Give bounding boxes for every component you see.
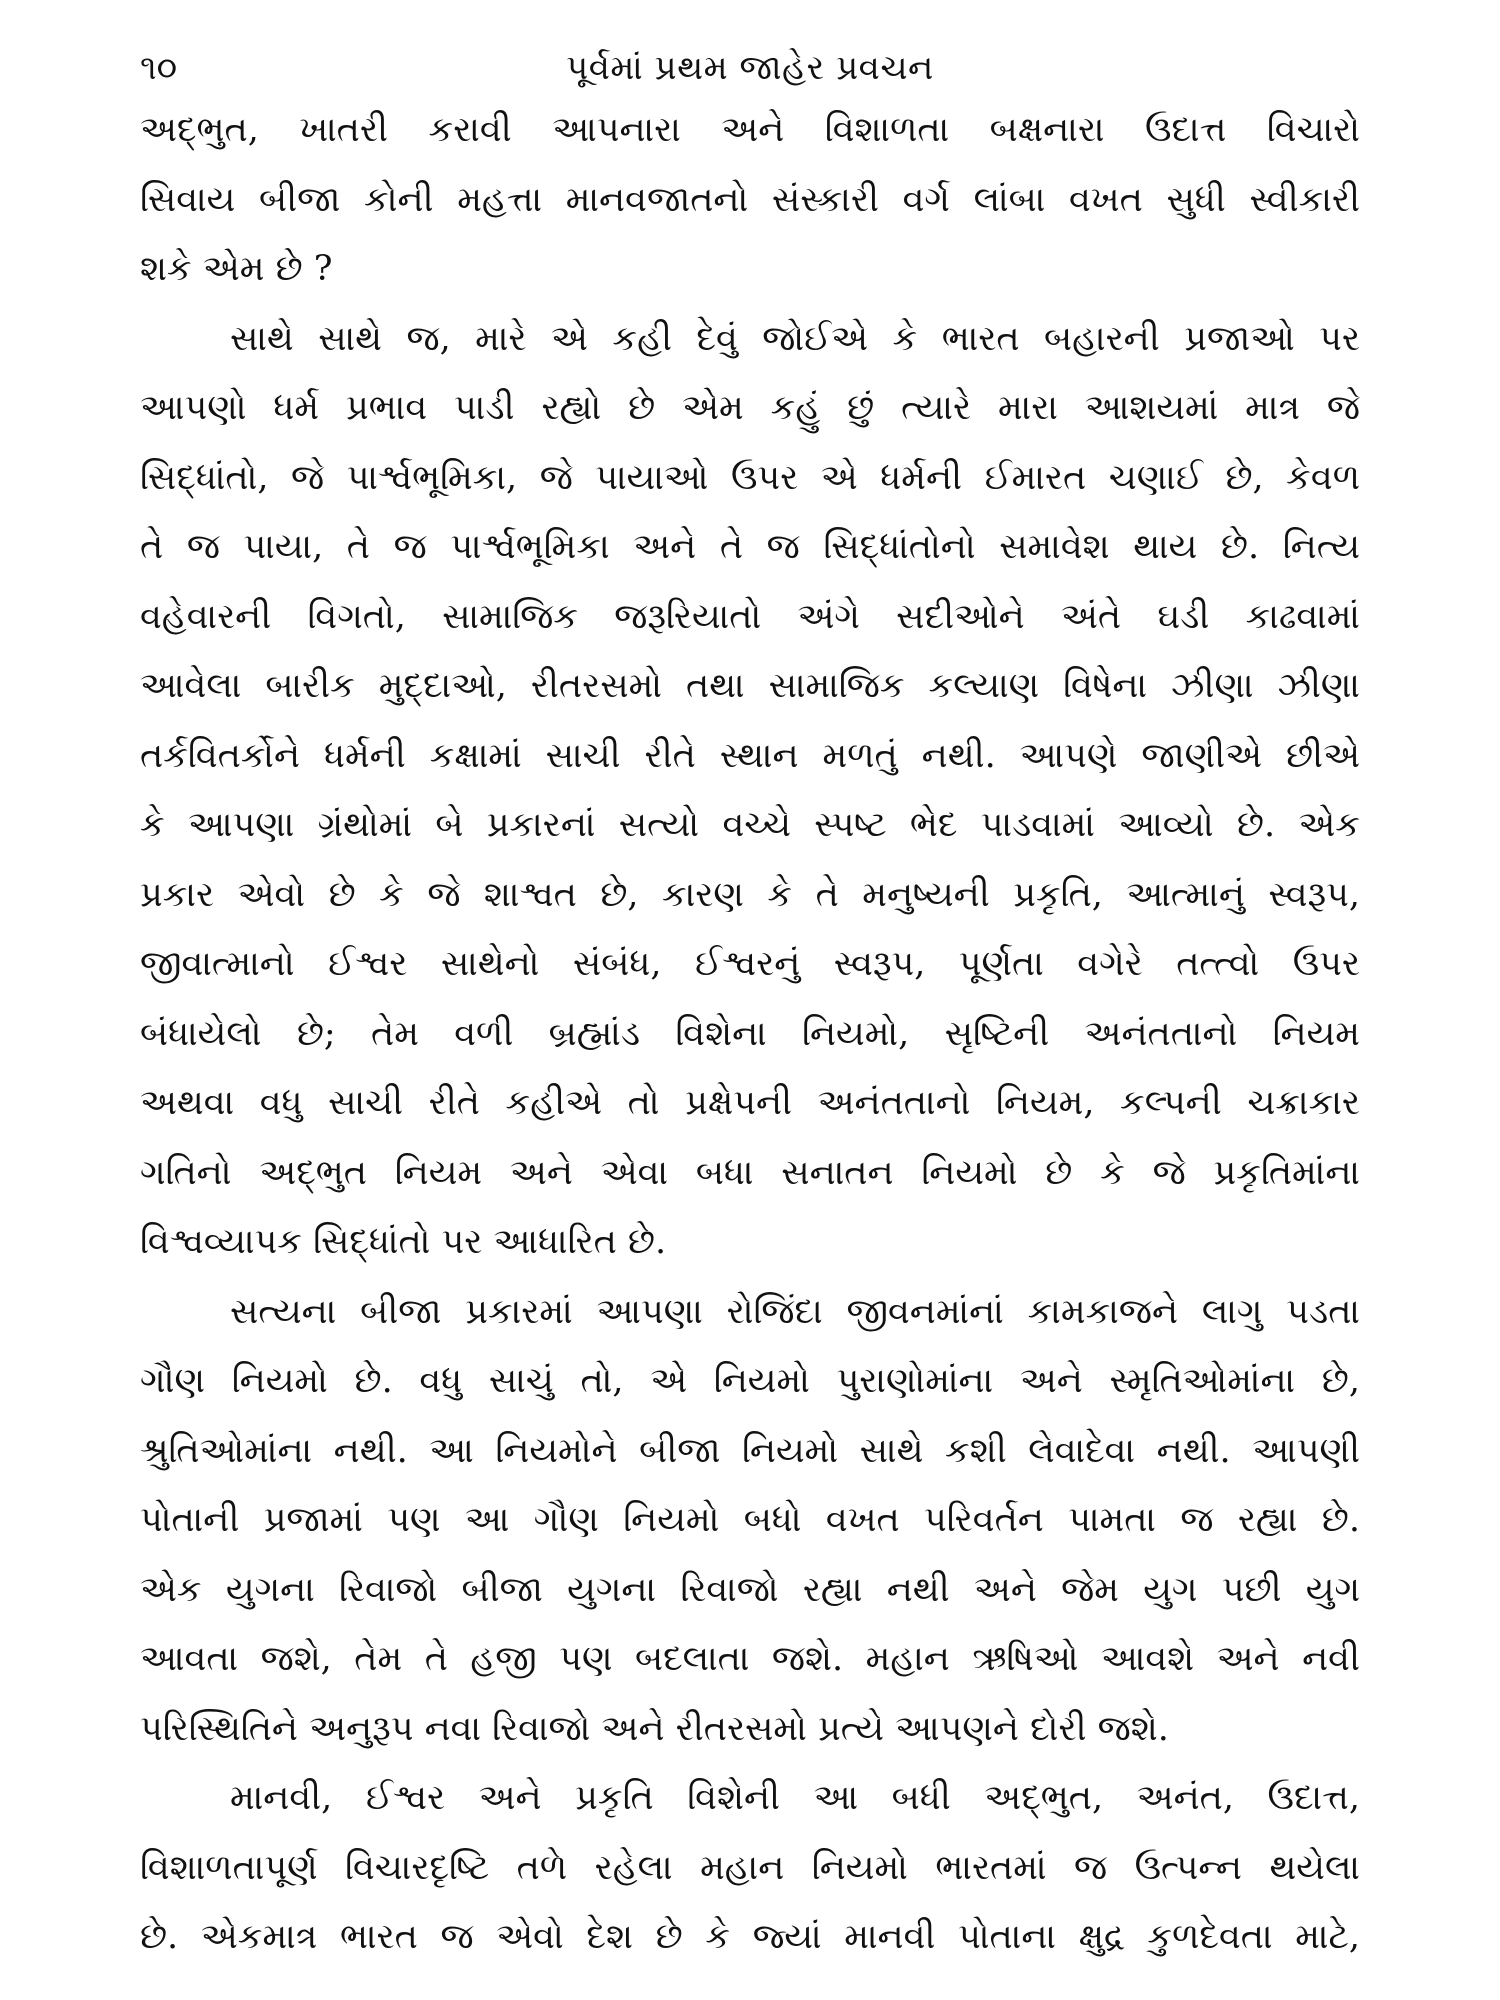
text-line: ગૌણ નિયમો છે. વધુ સાચું તો, એ નિયમો પુરાણોમાંના અને સ્મૃતિઓમાંના છે, (140, 1361, 1360, 1401)
running-title: પૂર્વમાં પ્રથમ જાહેર પ્રવચન (566, 48, 934, 88)
text-line: અદ્ભુત, ખાતરી કરાવી આપનારા અને વિશાળતા બક્ષનારા ઉદાત્ત વિચારો (140, 110, 1360, 150)
text-line: બંધાયેલો છે; તેમ વળી બ્રહ્માંડ વિશેના નિયમો, સૃષ્ટિની અનંતતાનો નિયમ (140, 1013, 1360, 1054)
text-line: શ્રુતિઓમાંના નથી. આ નિયમોને બીજા નિયમો સાથે કશી લેવાદેવા નથી. આપણી (140, 1430, 1360, 1471)
text-line: સિવાય બીજા કોની મહત્તા માનવજાતનો સંસ્કારી વર્ગ લાંબા વખત સુધી સ્વીકારી (140, 179, 1360, 220)
text-line: વહેવારની વિગતો, સામાજિક જરૂરિયાતો અંગે સદીઓને અંતે ઘડી કાઢવામાં (140, 596, 1360, 637)
text-line: પરિસ્થિતિને અનુરૂપ નવા રિવાજો અને રીતરસમો પ્રત્યે આપણને દોરી જશે. (140, 1708, 1169, 1749)
text-line: પોતાની પ્રજામાં પણ આ ગૌણ નિયમો બધો વખત પરિવર્તન પામતા જ રહ્યા છે. (140, 1500, 1360, 1540)
text-line: વિશ્વવ્યાપક સિદ્ધાંતો પર આધારિત છે. (140, 1222, 667, 1262)
page-number: ૧૦ (140, 48, 178, 88)
text-line: આવતા જશે, તેમ તે હજી પણ બદલાતા જશે. મહાન ઋષિઓ આવશે અને નવી (140, 1639, 1360, 1679)
text-line: કે આપણા ગ્રંથોમાં બે પ્રકારનાં સત્યો વચ્ચે સ્પષ્ટ ભેદ પાડવામાં આવ્યો છે. એક (140, 805, 1360, 845)
running-header (140, 38, 1360, 98)
paragraph-first-line: સત્યના બીજા પ્રકારમાં આપણા રોજિંદા જીવનમાંનાં કામકાજને લાગુ પડતા (230, 1291, 1360, 1332)
text-line: સિદ્ધાંતો, જે પાર્શ્વભૂમિકા, જે પાયાઓ ઉપર એ ધર્મની ઈમારત ચણાઈ છે, કેવળ (140, 457, 1360, 498)
text-line: આવેલા બારીક મુદ્દાઓ, રીતરસમો તથા સામાજિક કલ્યાણ વિષેના ઝીણા ઝીણા (140, 666, 1360, 706)
paragraph-first-line: માનવી, ઈશ્વર અને પ્રકૃતિ વિશેની આ બધી અદ્ભુત, અનંત, ઉદાત્ત, (230, 1778, 1360, 1818)
text-line: જીવાત્માનો ઈશ્વર સાથેનો સંબંધ, ઈશ્વરનું સ્વરૂપ, પૂર્ણતા વગેરે તત્ત્વો ઉપર (140, 944, 1360, 984)
text-line: શકે એમ છે ? (140, 249, 333, 289)
body-text (140, 96, 1360, 1973)
text-line: અથવા વધુ સાચી રીતે કહીએ તો પ્રક્ષેપની અનંતતાનો નિયમ, કલ્પની ચક્રાકાર (140, 1083, 1360, 1123)
text-line: તર્કવિતર્કોને ધર્મની કક્ષામાં સાચી રીતે સ્થાન મળતું નથી. આપણે જાણીએ છીએ (140, 735, 1360, 776)
text-line: ગતિનો અદ્ભુત નિયમ અને એવા બધા સનાતન નિયમો છે કે જે પ્રકૃતિમાંના (140, 1152, 1360, 1193)
text-line: આપણો ધર્મ પ્રભાવ પાડી રહ્યો છે એમ કહું છું ત્યારે મારા આશયમાં માત્ર જે (140, 388, 1360, 428)
text-line: તે જ પાયા, તે જ પાર્શ્વભૂમિકા અને તે જ સિદ્ધાંતોનો સમાવેશ થાય છે. નિત્ય (140, 527, 1360, 567)
paragraph-first-line: સાથે સાથે જ, મારે એ કહી દેવું જોઈએ કે ભારત બહારની પ્રજાઓ પર (230, 318, 1360, 359)
text-line: એક યુગના રિવાજો બીજા યુગના રિવાજો રહ્યા નથી અને જેમ યુગ પછી યુગ (140, 1569, 1360, 1610)
text-line: પ્રકાર એવો છે કે જે શાશ્વત છે, કારણ કે તે મનુષ્યની પ્રકૃતિ, આત્માનું સ્વરૂપ, (140, 874, 1360, 915)
text-line: છે. એકમાત્ર ભારત જ એવો દેશ છે કે જ્યાં માનવી પોતાના ક્ષુદ્ર કુળદેવતા માટે, (140, 1917, 1360, 1957)
text-line: વિશાળતાપૂર્ણ વિચારદૃષ્ટિ તળે રહેલા મહાન નિયમો ભારતમાં જ ઉત્પન્ન થયેલા (140, 1847, 1360, 1888)
